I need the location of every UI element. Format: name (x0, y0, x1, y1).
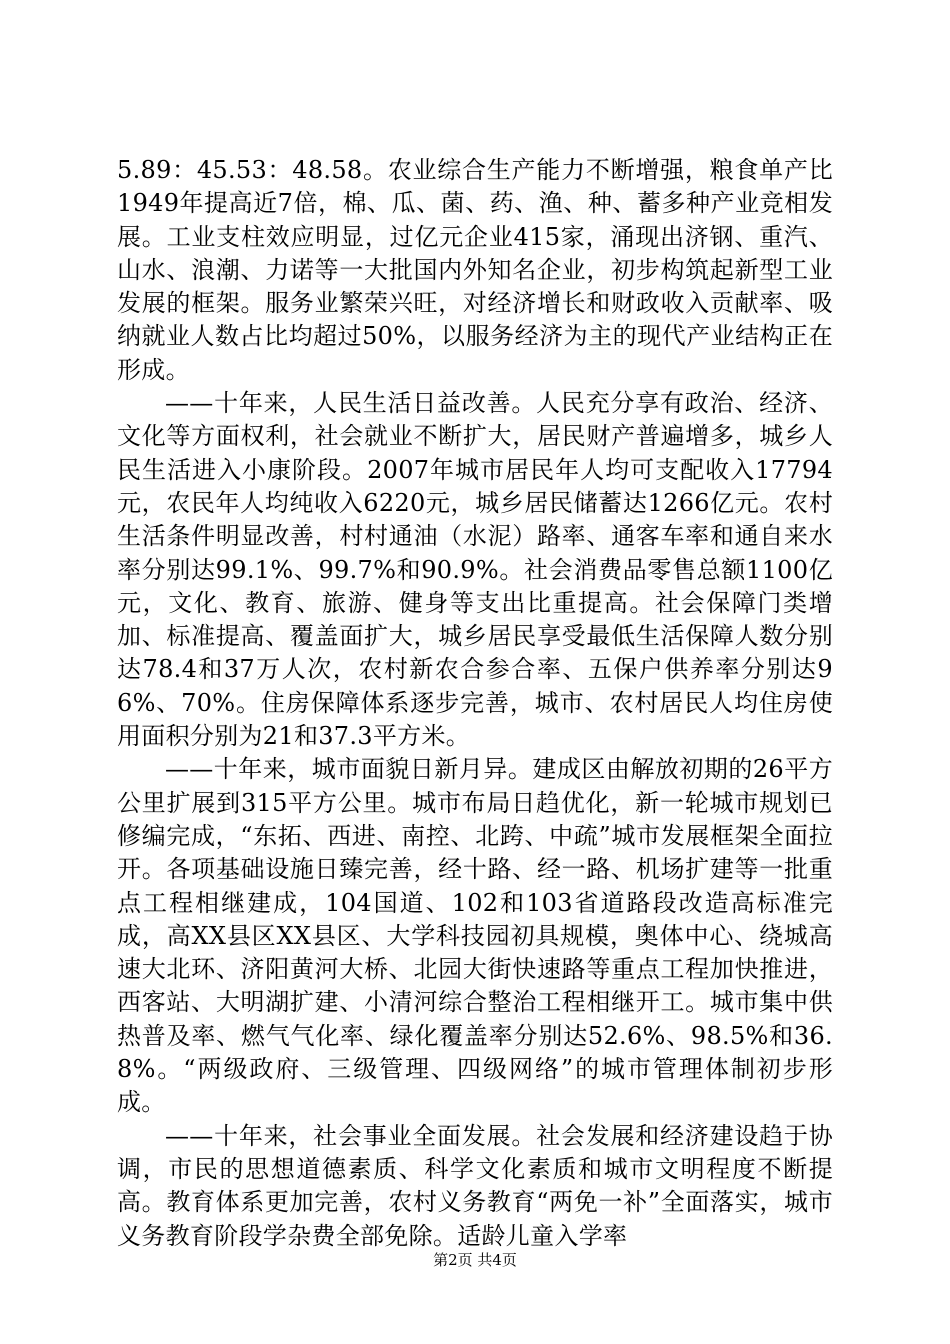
paragraph-social-development: ——十年来，社会事业全面发展。社会发展和经济建设趋于协调，市民的思想道德素质、科学文化素质和城市文明程度不断提高。教育体系更加完善，农村义务教育“两免一补”全面落实，城市义务教育阶段学杂费全部免除。适龄儿童入学率 (117, 1121, 833, 1250)
paragraph-city-development: ——十年来，城市面貌日新月异。建成区由解放初期的26平方公里扩展到315平方公里。城市布局日趋优化，新一轮城市规划已修编完成，“东拓、西进、南控、北跨、中疏”城市发展框架全面拉开。各项基础设施日臻完善，经十路、经一路、机场扩建等一批重点工程相继建成，104国道、102和103省道路段改造高标准完成，高XX县区XX县区、大学科技园初具规模，奥体中心、绕城高速大北环、济阳黄河大桥、北园大街快速路等重点工程加快推进，西客站、大明湖扩建、小清河综合整治工程相继开工。城市集中供热普及率、燃气气化率、绿化覆盖率分别达52.6%、98.5%和36.8%。“两级政府、三级管理、四级网络”的城市管理体制初步形成。 (117, 755, 833, 1117)
page-number-footer: 第2页 共4页 (433, 1251, 517, 1269)
paragraph-living-standards: ——十年来，人民生活日益改善。人民充分享有政治、经济、文化等方面权利，社会就业不断扩大，居民财产普遍增多，城乡人民生活进入小康阶段。2007年城市居民年人均可支配收入17794元，农民年人均纯收入6220元，城乡居民储蓄达1266亿元。农村生活条件明显改善，村村通油（水泥）路率、通客车率和通自来水率分别达99.1%、99.7%和90.9%。社会消费品零售总额1100亿元，文化、教育、旅游、健身等支出比重提高。社会保障门类增加、标准提高、覆盖面扩大，城乡居民享受最低生活保障人数分别达78.4和37万人次，农村新农合参合率、五保户供养率分别达96%、70%。住房保障体系逐步完善，城市、农村居民人均住房使用面积分别为21和37.3平方米。 (117, 389, 833, 751)
paragraph-economy-structure: 5.89：45.53：48.58。农业综合生产能力不断增强，粮食单产比1949年提高近7倍，棉、瓜、菌、药、渔、种、蓄多种产业竞相发展。工业支柱效应明显，过亿元企业415家，涌现出济钢、重汽、山水、浪潮、力诺等一大批国内外知名企业，初步构筑起新型工业发展的框架。服务业繁荣兴旺，对经济增长和财政收入贡献率、吸纳就业人数占比均超过50%，以服务经济为主的现代产业结构正在形成。 (117, 156, 833, 384)
body-text (117, 154, 833, 1253)
